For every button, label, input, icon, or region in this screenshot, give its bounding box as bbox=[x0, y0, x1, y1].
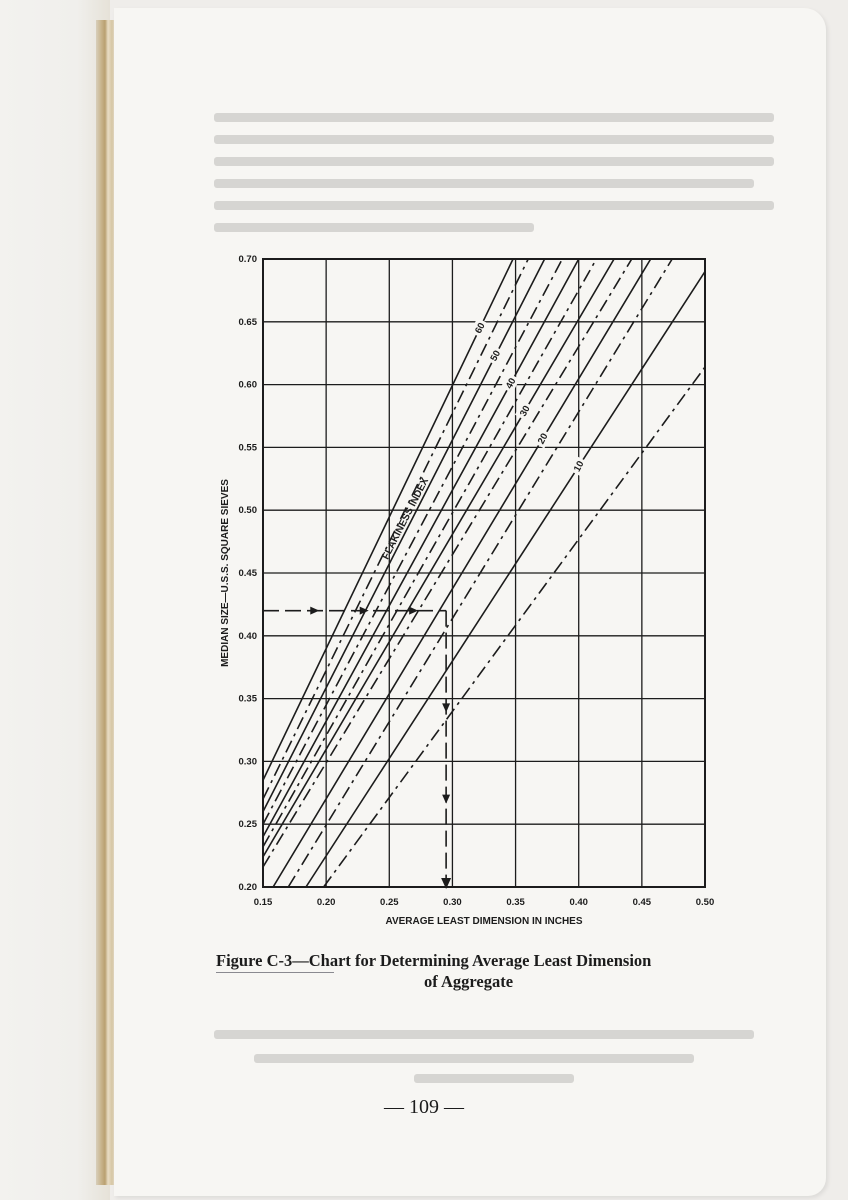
figure-label: Figure C-3 bbox=[216, 951, 293, 970]
x-tick-label: 0.45 bbox=[632, 897, 652, 908]
x-tick-label: 0.25 bbox=[380, 897, 399, 908]
example-arrow-right bbox=[310, 607, 319, 615]
curve-fi-45 bbox=[263, 259, 562, 824]
curve-label-60: 60 bbox=[473, 321, 488, 336]
figure-caption bbox=[216, 950, 776, 992]
x-axis-label: AVERAGE LEAST DIMENSION IN INCHES bbox=[385, 916, 583, 927]
curve-fi-50 bbox=[263, 259, 545, 812]
y-tick-label: 0.35 bbox=[238, 693, 257, 705]
y-tick-label: 0.20 bbox=[238, 882, 257, 893]
y-tick-labels bbox=[239, 254, 258, 893]
y-tick-label: 0.65 bbox=[238, 316, 257, 328]
curve-labels bbox=[470, 318, 588, 476]
y-tick-label: 0.30 bbox=[238, 756, 257, 768]
curve-fi-35 bbox=[263, 259, 596, 847]
x-tick-label: 0.30 bbox=[443, 897, 462, 908]
y-tick-label: 0.50 bbox=[238, 505, 257, 517]
curve-fi-60 bbox=[263, 259, 513, 780]
y-tick-label: 0.40 bbox=[238, 630, 257, 642]
y-tick-label: 0.45 bbox=[238, 568, 257, 579]
example-arrow-down-mid bbox=[442, 703, 450, 712]
y-tick-label: 0.60 bbox=[238, 379, 257, 391]
y-tick-label: 0.70 bbox=[238, 254, 257, 265]
example-arrow-down-mid bbox=[442, 795, 450, 804]
x-tick-label: 0.50 bbox=[695, 897, 715, 908]
x-tick-labels bbox=[254, 897, 715, 908]
caption-line1: —Chart for Determining Average Least Dimension bbox=[292, 951, 652, 970]
x-tick-label: 0.20 bbox=[316, 897, 336, 908]
curve-label-50: 50 bbox=[488, 348, 504, 364]
curve-fi-10 bbox=[306, 272, 705, 887]
curve-fi-5 bbox=[324, 367, 705, 887]
curve-label-10: 10 bbox=[571, 459, 587, 474]
curve-label-20: 20 bbox=[535, 431, 551, 447]
x-tick-label: 0.35 bbox=[506, 897, 525, 908]
caption-line2: of Aggregate bbox=[424, 972, 514, 991]
curve-fi-30 bbox=[263, 259, 614, 857]
y-tick-label: 0.25 bbox=[238, 819, 257, 831]
y-tick-label: 0.55 bbox=[238, 442, 257, 454]
flakiness-index-label: FLAKINESS INDEX bbox=[380, 476, 432, 562]
x-tick-label: 0.40 bbox=[569, 897, 588, 908]
curve-fi-25 bbox=[263, 259, 632, 867]
curve-fi-40 bbox=[263, 259, 579, 837]
y-axis-label: MEDIAN SIZE—U.S.S. SQUARE SIEVES bbox=[220, 479, 231, 667]
page-number: — 109 — bbox=[384, 1096, 464, 1118]
x-tick-label: 0.15 bbox=[253, 897, 273, 908]
figure-underline bbox=[216, 972, 334, 973]
curve-label-30: 30 bbox=[517, 403, 533, 419]
curve-label-40: 40 bbox=[503, 376, 519, 391]
